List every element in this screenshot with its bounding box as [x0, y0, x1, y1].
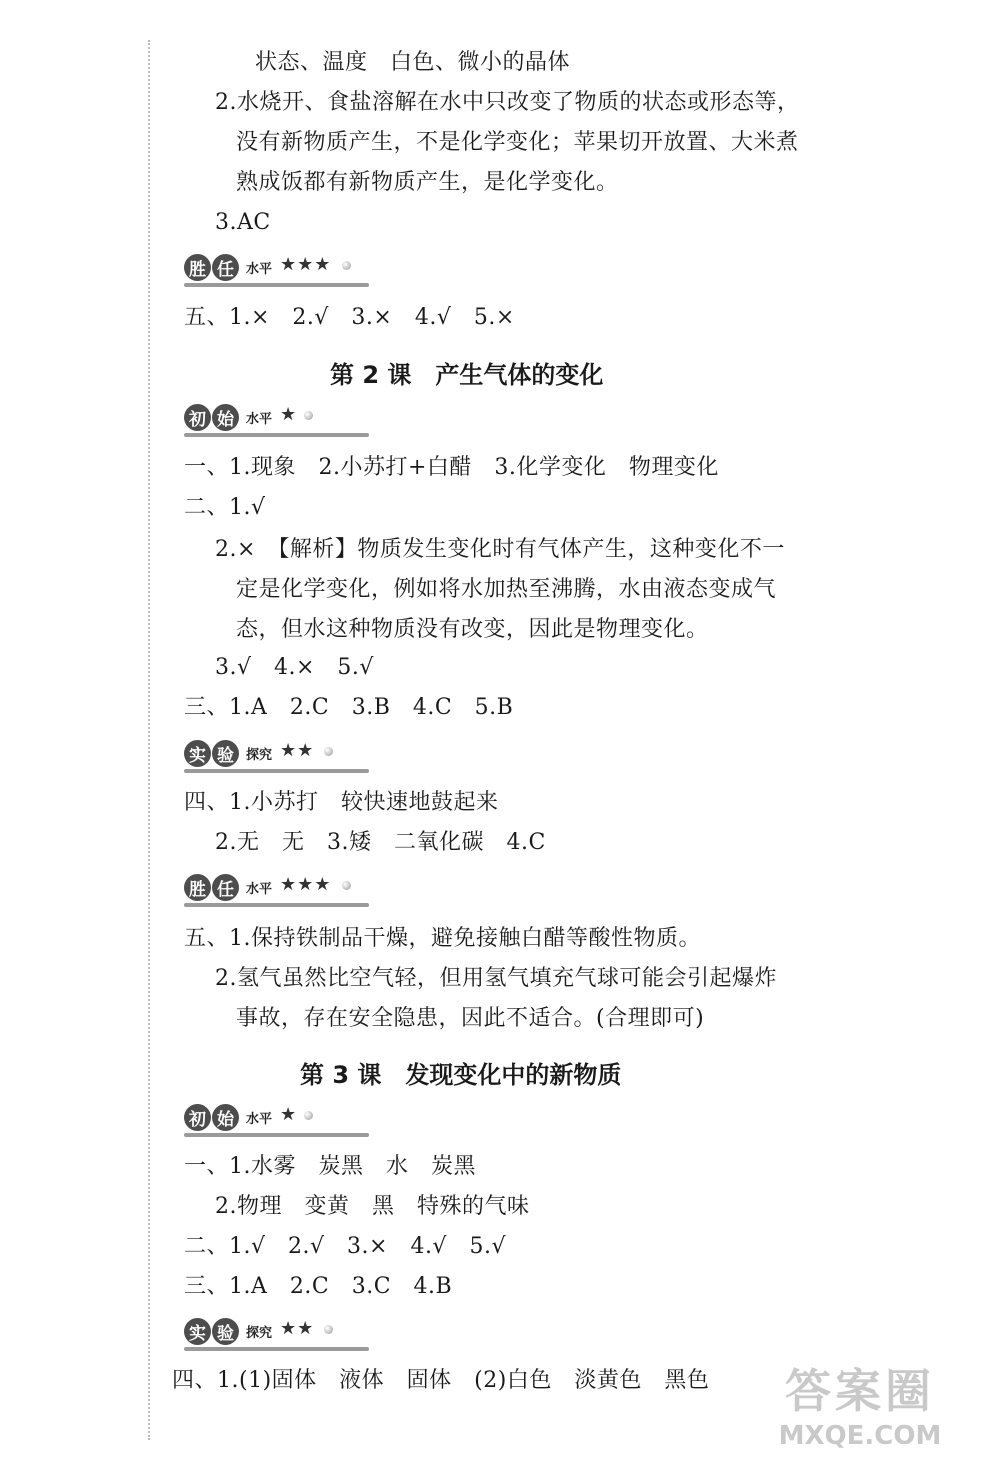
answer-line: 一、1.水雾 炭黑 水 炭黑 [184, 1154, 476, 1179]
badge-char: 任 [212, 874, 239, 901]
dot-icon [342, 261, 351, 270]
badge-char: 始 [212, 404, 239, 431]
badge-shiyan [184, 740, 384, 776]
answer-line: 2.× 【解析】物质发生变化时有气体产生，这种变化不一 [215, 537, 785, 562]
dot-icon [324, 1325, 333, 1334]
star-icon: ★★★ [280, 254, 332, 275]
answer-line: 2.物理 变黄 黑 特殊的气味 [215, 1194, 530, 1219]
watermark-logo: 答案圈 [785, 1364, 935, 1418]
answer-line: 2.无 无 3.矮 二氧化碳 4.C [215, 830, 546, 855]
star-icon: ★ [280, 404, 298, 425]
answer-line: 五、1.保持铁制品干燥，避免接触白醋等酸性物质。 [184, 926, 701, 951]
answer-line: 3.√ 4.× 5.√ [215, 655, 374, 680]
answer-line: 五、1.× 2.√ 3.× 4.√ 5.× [184, 305, 515, 330]
badge-char: 实 [184, 1318, 211, 1345]
answer-line: 事故，存在安全隐患，因此不适合。(合理即可) [236, 1006, 705, 1031]
star-icon: ★★ [280, 1318, 315, 1339]
star-icon: ★★★ [280, 874, 332, 895]
watermark [740, 1355, 980, 1465]
badge-char: 初 [184, 404, 211, 431]
answer-line: 态，但水这种物质没有改变，因此是物理变化。 [236, 617, 709, 642]
badge-sub: 水平 [246, 1112, 273, 1127]
dot-icon [342, 881, 351, 890]
star-icon: ★★ [280, 740, 315, 761]
answer-line: 四、1.小苏打 较快速地鼓起来 [184, 790, 499, 815]
watermark-url: MXQE.COM [778, 1421, 942, 1451]
badge-sub: 水平 [246, 412, 273, 427]
badge-char: 胜 [184, 254, 211, 281]
badge-char: 实 [184, 740, 211, 767]
answer-line: 一、1.现象 2.小苏打+白醋 3.化学变化 物理变化 [184, 455, 719, 480]
lesson-heading: 第 2 课 产生气体的变化 [330, 361, 604, 389]
badge-sub: 探究 [246, 748, 273, 763]
badge-sub: 探究 [246, 1326, 273, 1341]
answer-line: 二、1.√ 2.√ 3.× 4.√ 5.√ [184, 1234, 506, 1259]
answer-line: 二、1.√ [184, 495, 266, 520]
badge-char: 胜 [184, 874, 211, 901]
answer-line: 定是化学变化，例如将水加热至沸腾，水由液态变成气 [236, 577, 777, 602]
badge-char: 验 [212, 740, 239, 767]
badge-char: 始 [212, 1104, 239, 1131]
badge-shengren [184, 254, 384, 290]
lesson-heading: 第 3 课 发现变化中的新物质 [300, 1061, 622, 1089]
answer-line: 熟成饭都有新物质产生，是化学变化。 [236, 170, 619, 195]
badge-chushi [184, 404, 384, 440]
answer-line: 3.AC [215, 210, 271, 235]
dot-icon [304, 411, 313, 420]
margin-line [148, 40, 150, 1440]
badge-sub: 水平 [246, 262, 273, 277]
answer-line: 四、1.(1)固体 液体 固体 (2)白色 淡黄色 黑色 [172, 1368, 710, 1393]
badge-shiyan [184, 1318, 384, 1354]
answer-line: 状态、温度 白色、微小的晶体 [255, 50, 571, 75]
answer-line: 三、1.A 2.C 3.C 4.B [184, 1274, 453, 1299]
badge-char: 任 [212, 254, 239, 281]
badge-chushi [184, 1104, 384, 1140]
badge-sub: 水平 [246, 882, 273, 897]
badge-char: 验 [212, 1318, 239, 1345]
badge-char: 初 [184, 1104, 211, 1131]
answer-line: 三、1.A 2.C 3.B 4.C 5.B [184, 695, 514, 720]
answer-line: 2.水烧开、食盐溶解在水中只改变了物质的状态或形态等， [215, 90, 800, 115]
answer-line: 没有新物质产生，不是化学变化；苹果切开放置、大米煮 [236, 130, 799, 155]
answer-line: 2.氢气虽然比空气轻，但用氢气填充气球可能会引起爆炸 [215, 966, 777, 991]
dot-icon [304, 1111, 313, 1120]
badge-shengren [184, 874, 384, 910]
dot-icon [324, 747, 333, 756]
star-icon: ★ [280, 1104, 298, 1125]
